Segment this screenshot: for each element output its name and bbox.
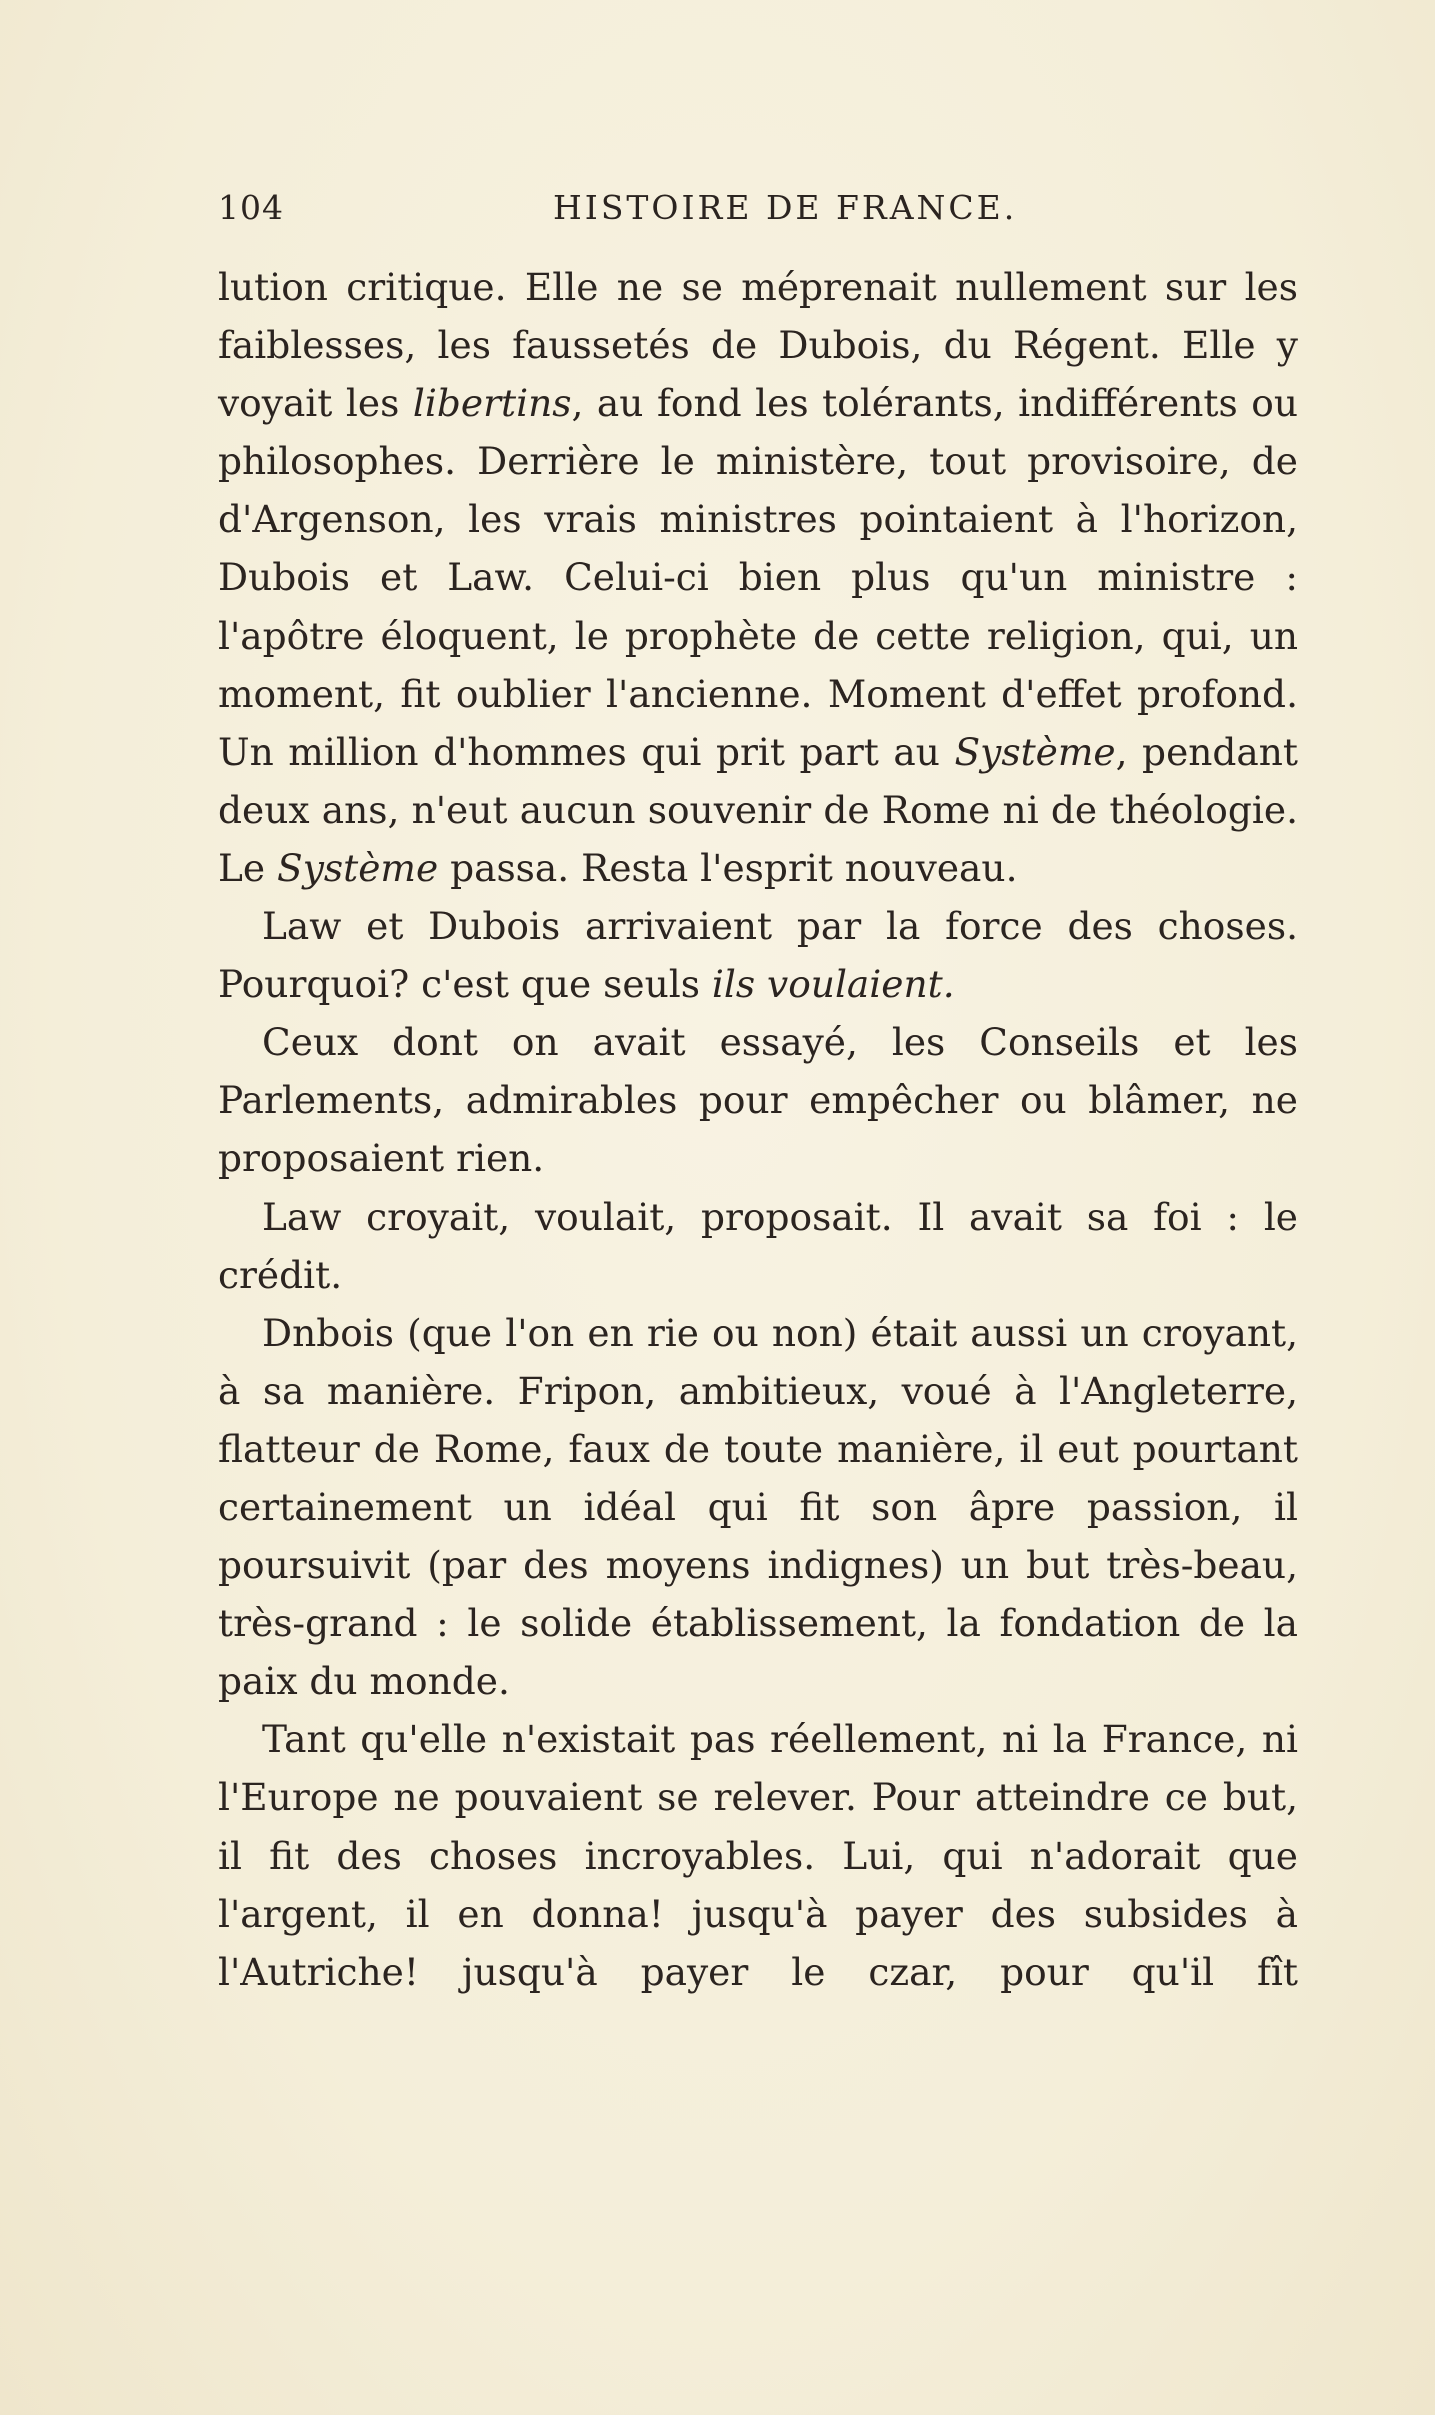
text-run: Law et Dubois arrivaient par la force des choses. Pourquoi? c'est que seuls bbox=[218, 904, 1298, 1007]
page-header bbox=[218, 188, 1298, 238]
paragraph-5 bbox=[218, 1304, 1298, 1711]
paragraph-1 bbox=[218, 258, 1298, 897]
running-head: HISTOIRE DE FRANCE. bbox=[553, 188, 1018, 227]
text-run: Tant qu'elle n'existait pas réellement, ni la France, ni l'Europe ne pouvaient se relever. Pour atteindre ce but, il fit des choses incroyables. Lui, qui n'adorait que l'argent, il en donna! jusqu'à payer des subsides à l'Autriche! jusqu'à payer le czar, pour qu'il fît bbox=[218, 1717, 1298, 1994]
page-number: 104 bbox=[218, 188, 284, 227]
text-run: Law croyait, voulait, proposait. Il avait sa foi : le crédit. bbox=[218, 1194, 1298, 1297]
text-run: , au fond les tolérants, indifférents ou philosophes. Derrière le ministère, tout provisoire, de d'Argenson, les vrais ministres pointaient à l'horizon, Dubois et Law. Celui-ci bien plus qu'un ministre : l'apôtre éloquent, le prophète de cette religion, qui, un moment, fit oublier l'ancienne. Moment d'effet profond. Un million d'hommes qui prit part au bbox=[218, 381, 1298, 774]
italic-term: Système bbox=[277, 845, 439, 890]
text-run: , pendant deux ans, n'eut aucun souvenir de Rome ni de théologie. Le bbox=[218, 729, 1298, 890]
text-run: passa. Resta l'esprit nouveau. bbox=[438, 845, 1018, 890]
body-text bbox=[218, 258, 1298, 2001]
paragraph-3 bbox=[218, 1013, 1298, 1187]
text-run: Ceux dont on avait essayé, les Conseils et les Parlements, admirables pour empêcher ou blâmer, ne proposaient rien. bbox=[218, 1020, 1298, 1181]
italic-term: Système bbox=[954, 729, 1116, 774]
text-run: lution critique. Elle ne se méprenait nullement sur les faiblesses, les faussetés de Dubois, du Régent. Elle y voyait les bbox=[218, 265, 1298, 426]
italic-term: libertins bbox=[412, 381, 572, 426]
paragraph-4 bbox=[218, 1188, 1298, 1304]
paragraph-6 bbox=[218, 1710, 1298, 2000]
text-run: Dnbois (que l'on en rie ou non) était aussi un croyant, à sa manière. Fripon, ambitieux, voué à l'Angleterre, flatteur de Rome, faux de toute manière, il eut pourtant certainement un idéal qui fit son âpre passion, il poursuivit (par des moyens indignes) un but très-beau, très-grand : le solide établissement, la fondation de la paix du monde. bbox=[218, 1310, 1298, 1704]
paragraph-2 bbox=[218, 897, 1298, 1013]
italic-term: ils voulaient. bbox=[711, 962, 955, 1007]
